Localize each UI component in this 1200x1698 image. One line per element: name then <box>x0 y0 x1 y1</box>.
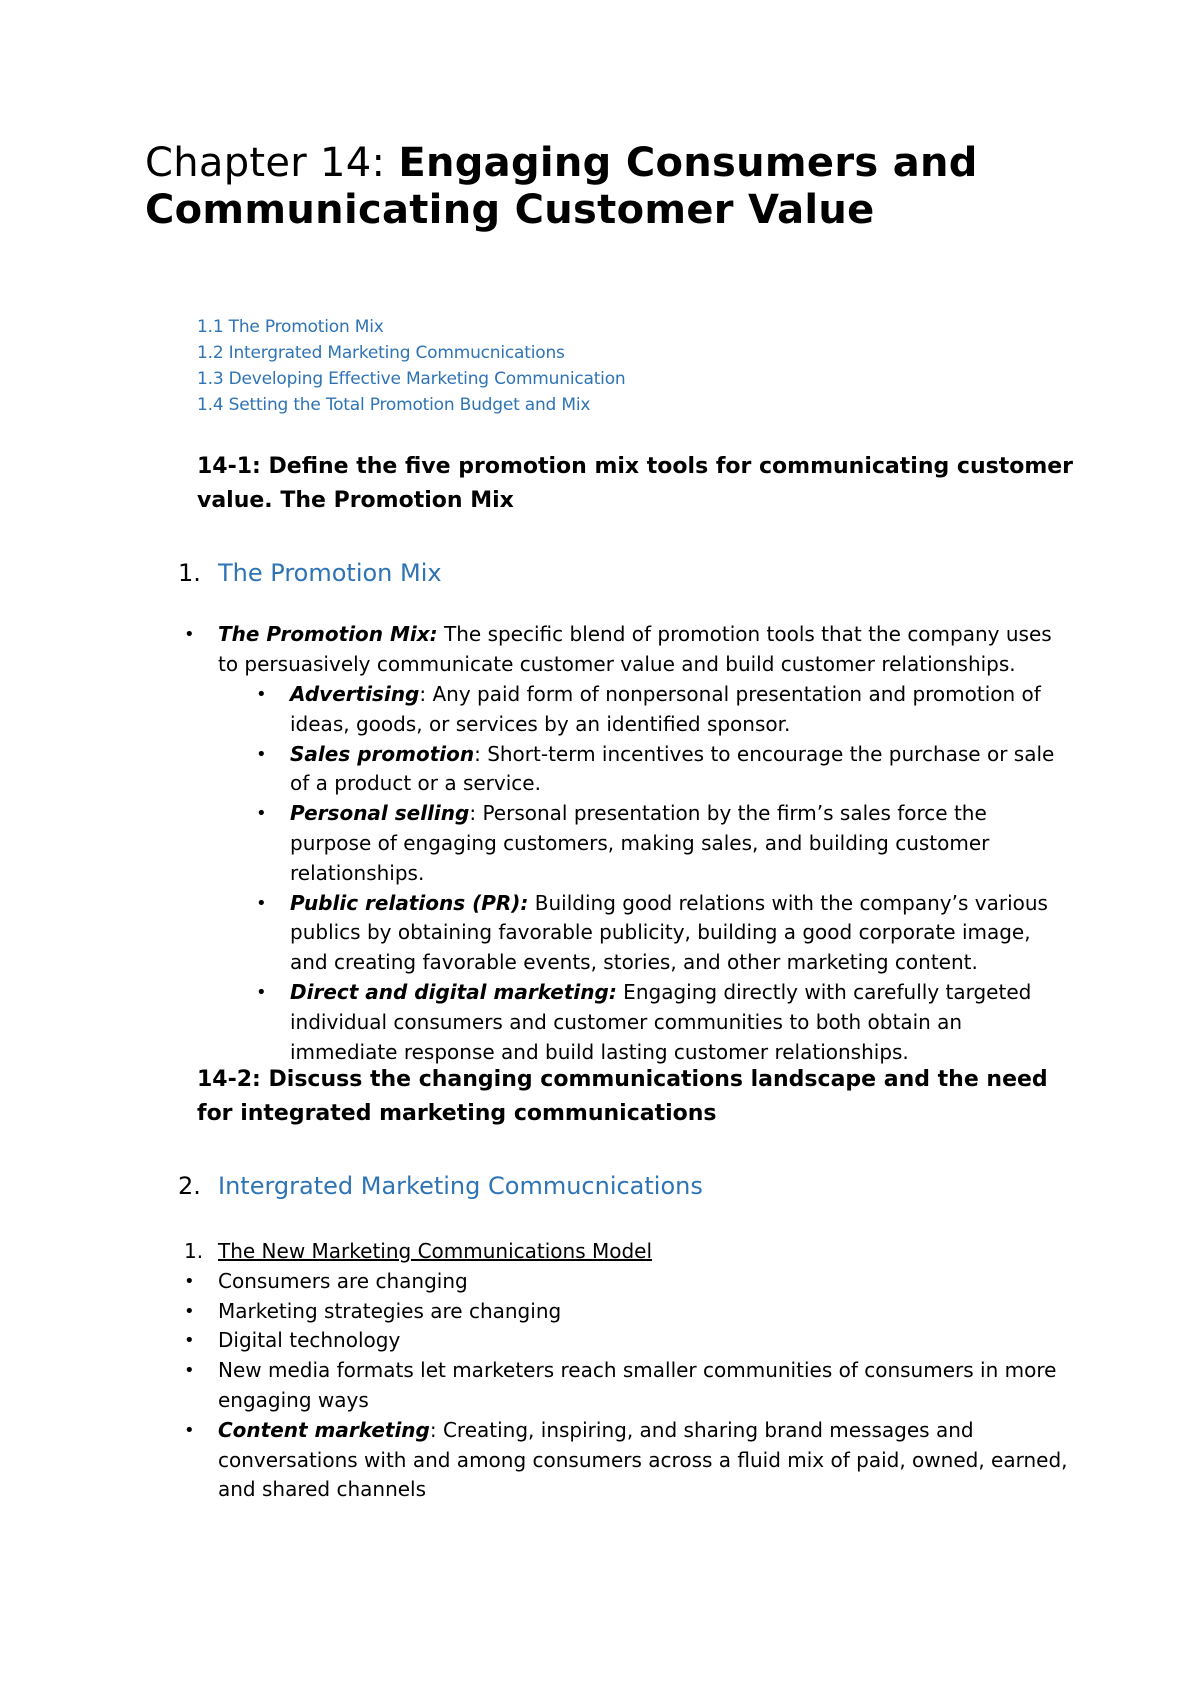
term-label: Public relations (PR): <box>290 890 529 915</box>
bullet-icon: • <box>184 1330 195 1352</box>
list-item <box>184 1416 1078 1505</box>
section-number: 1. <box>178 559 201 587</box>
toc-link-1-3[interactable]: 1.3 Developing Effective Marketing Communication <box>197 369 626 389</box>
bullet-icon: • <box>256 803 267 825</box>
term-definition: : Any paid form of nonpersonal presentation and promotion of ideas, goods, or services by an identified sponsor. <box>290 682 1041 736</box>
term-label: The Promotion Mix: <box>218 622 438 646</box>
objective-14-2: 14-2: Discuss the changing communications landscape and the need for integrated marketing communications <box>197 1067 1048 1126</box>
term-definition: Building good relations with the company’s various publics by obtaining favorable publicity, building a good corporate image, and creating favorable events, stories, and other marketing content. <box>290 890 1048 975</box>
bullet-icon: • <box>256 743 267 765</box>
chapter-title <box>145 140 1105 234</box>
toc-link-1-1[interactable]: 1.1 The Promotion Mix <box>197 317 384 337</box>
bullet-icon: • <box>184 1300 195 1322</box>
section-heading-imc <box>178 1169 703 1203</box>
bullet-text: Consumers are changing <box>218 1268 468 1293</box>
chapter-title-prefix: Chapter 14: <box>145 140 386 186</box>
table-of-contents <box>197 314 897 418</box>
term-definition: Engaging directly with carefully targeted individual consumers and customer communities to both obtain an immediate response and build lasting customer relationships. <box>290 979 1032 1064</box>
bullet-icon: • <box>256 892 267 914</box>
bullet-text: New media formats let marketers reach smaller communities of consumers in more engaging ways <box>218 1358 1057 1412</box>
subheading-number: 1. <box>184 1239 204 1263</box>
bullet-icon: • <box>184 1360 195 1382</box>
objective-14-1: 14-1: Define the five promotion mix tools for communicating customer value. The Promotion Mix <box>197 454 1074 513</box>
term-definition: : Personal presentation by the firm’s sales force the purpose of engaging customers, making sales, and building customer relationships. <box>290 801 990 885</box>
bullet-icon: • <box>256 684 267 705</box>
list-item <box>184 1326 1078 1356</box>
section-number: 2. <box>178 1172 201 1200</box>
term-label: Advertising <box>290 682 420 706</box>
list-item <box>184 620 1078 680</box>
bullet-icon: • <box>256 981 267 1003</box>
promotion-mix-definition <box>184 620 1078 680</box>
list-item <box>184 1297 1078 1327</box>
list-item <box>256 889 1070 978</box>
list-item <box>256 680 1070 740</box>
subheading-title: The New Marketing Communications Model <box>218 1239 653 1263</box>
section-title: The Promotion Mix <box>218 559 442 587</box>
term-label: Sales promotion <box>290 741 475 766</box>
list-item <box>256 799 1070 888</box>
term-label: Content marketing <box>218 1417 430 1442</box>
bullet-icon: • <box>184 624 195 645</box>
term-definition: The specific blend of promotion tools that the company uses to persuasively communicate customer value and build customer relationships. <box>218 622 1052 676</box>
toc-link-1-2[interactable]: 1.2 Intergrated Marketing Commucnications <box>197 343 565 363</box>
list-item <box>184 1356 1078 1416</box>
list-item <box>184 1267 1078 1297</box>
bullet-text: Marketing strategies are changing <box>218 1298 562 1323</box>
imc-list <box>184 1237 1078 1505</box>
term-definition: : Creating, inspiring, and sharing brand messages and conversations with and among consumers across a fluid mix of paid, owned, earned, and shared channels <box>218 1417 1068 1502</box>
term-definition: : Short-term incentives to encourage the purchase or sale of a product or a service. <box>290 741 1055 796</box>
bullet-icon: • <box>184 1419 195 1441</box>
list-item <box>256 740 1070 800</box>
bullet-icon: • <box>184 1270 195 1292</box>
subheading-new-model <box>184 1237 1078 1267</box>
list-item <box>256 978 1070 1067</box>
section-title: Intergrated Marketing Commucnications <box>218 1172 703 1200</box>
chapter-title-bold: Engaging Consumers and Communicating Customer Value <box>145 140 978 233</box>
bullet-text: Digital technology <box>218 1328 401 1353</box>
toc-link-1-4[interactable]: 1.4 Setting the Total Promotion Budget and Mix <box>197 395 591 415</box>
promotion-tools-list <box>256 680 1070 1067</box>
term-label: Personal selling <box>290 801 470 826</box>
section-heading-promotion-mix <box>178 556 442 590</box>
term-label: Direct and digital marketing: <box>290 979 617 1004</box>
